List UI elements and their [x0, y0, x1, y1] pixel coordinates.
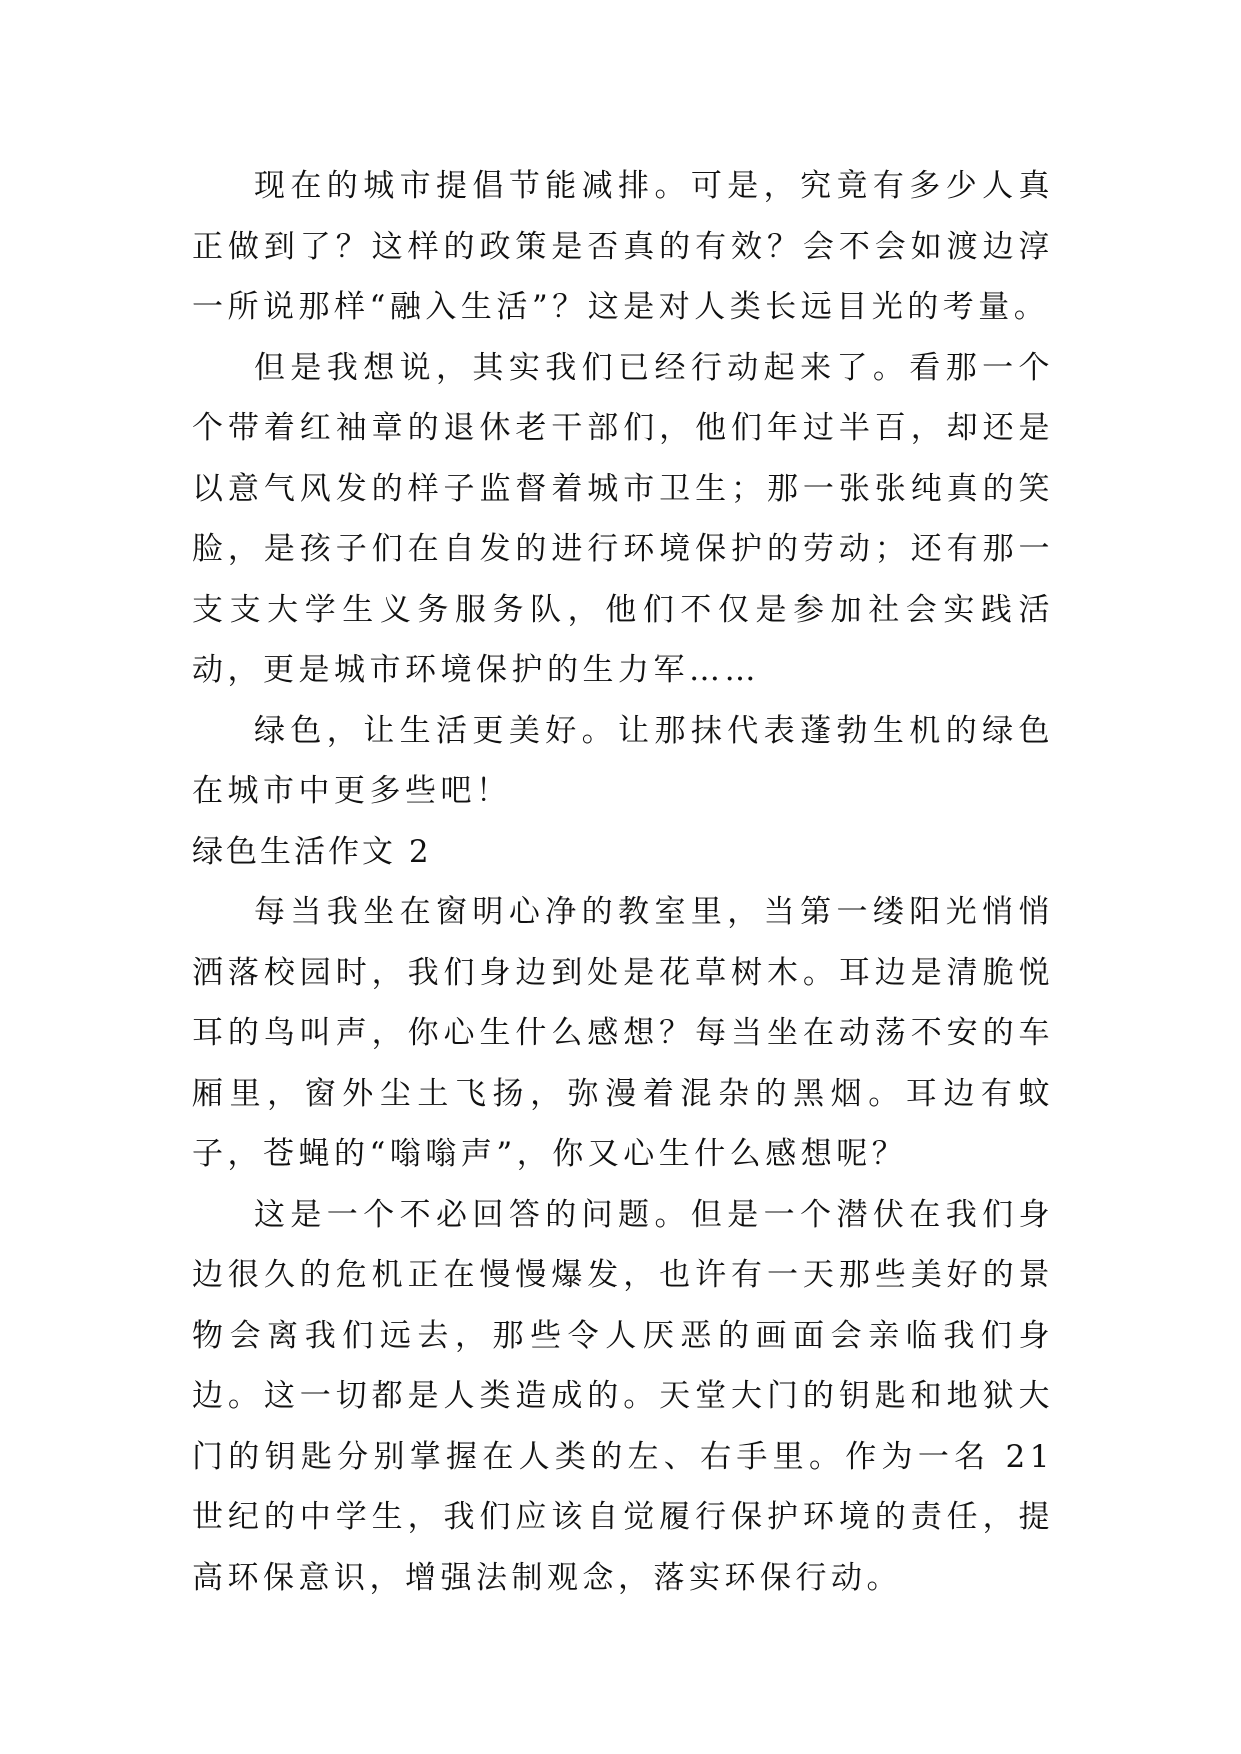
paragraph-taking-action: 但是我想说，其实我们已经行动起来了。看那一个个带着红袖章的退休老干部们，他们年过半百，却还是以意气风发的样子监督着城市卫生；那一张张纯真的笑脸，是孩子们在自发的进行环境保护的劳动；还有那一支支大学生义务服务队，他们不仅是参加社会实践活动，更是城市环境保护的生力军……	[192, 349, 1054, 688]
paragraph-classroom-contrast: 每当我坐在窗明心净的教室里，当第一缕阳光悄悄洒落校园时，我们身边到处是花草树木。耳边是清脆悦耳的鸟叫声，你心生什么感想？每当坐在动荡不安的车厢里，窗外尘土飞扬，弥漫着混杂的黑烟。耳边有蚊子，苍蝇的“嗡嗡声”，你又心生什么感想呢？	[192, 894, 1054, 1172]
paragraph-green-better-life: 绿色，让生活更美好。让那抹代表蓬勃生机的绿色在城市中更多些吧！	[192, 712, 1054, 809]
document-body	[192, 156, 1054, 1608]
essay-heading: 绿色生活作文 2	[192, 833, 432, 870]
paragraph-crisis-responsibility: 这是一个不必回答的问题。但是一个潜伏在我们身边很久的危机正在慢慢爆发，也许有一天那些美好的景物会离我们远去，那些令人厌恶的画面会亲临我们身边。这一切都是人类造成的。天堂大门的钥匙和地狱大门的钥匙分别掌握在人类的左、右手里。作为一名 21 世纪的中学生，我们应该自觉履行保护环境的责任，提高环保意识，增强法制观念，落实环保行动。	[192, 1196, 1054, 1596]
paragraph-energy-saving: 现在的城市提倡节能减排。可是，究竟有多少人真正做到了？这样的政策是否真的有效？会不会如渡边淳一所说那样“融入生活”？这是对人类长远目光的考量。	[192, 168, 1054, 325]
